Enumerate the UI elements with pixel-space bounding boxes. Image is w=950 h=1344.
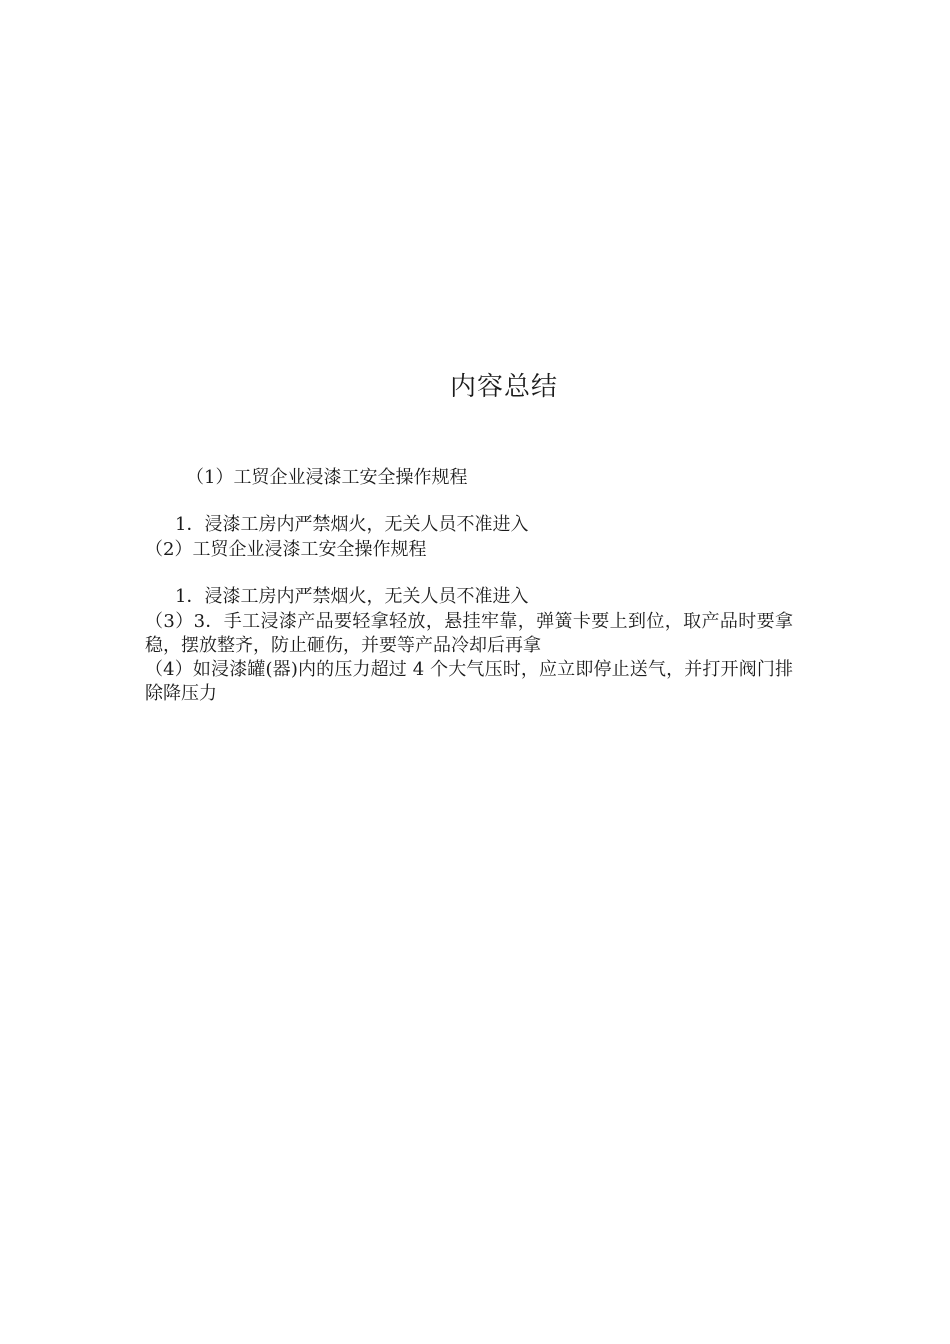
section-heading-2: （2）工贸企业浸漆工安全操作规程: [145, 539, 427, 560]
rule-item-2: 1．浸漆工房内严禁烟火，无关人员不准进入: [175, 586, 529, 607]
section-3-paragraph: （3）3．手工浸漆产品要轻拿轻放，悬挂牢靠，弹簧卡要上到位，取产品时要拿稳，摆放整齐，防止砸伤，并要等产品冷却后再拿: [145, 611, 793, 656]
section-4-paragraph: （4）如浸漆罐(器)内的压力超过 4 个大气压时，应立即停止送气，并打开阀门排除降压力: [145, 659, 793, 704]
document-title: 内容总结: [449, 372, 558, 402]
rule-item-1: 1．浸漆工房内严禁烟火，无关人员不准进入: [175, 514, 529, 535]
section-heading-1: （1）工贸企业浸漆工安全操作规程: [186, 467, 468, 488]
